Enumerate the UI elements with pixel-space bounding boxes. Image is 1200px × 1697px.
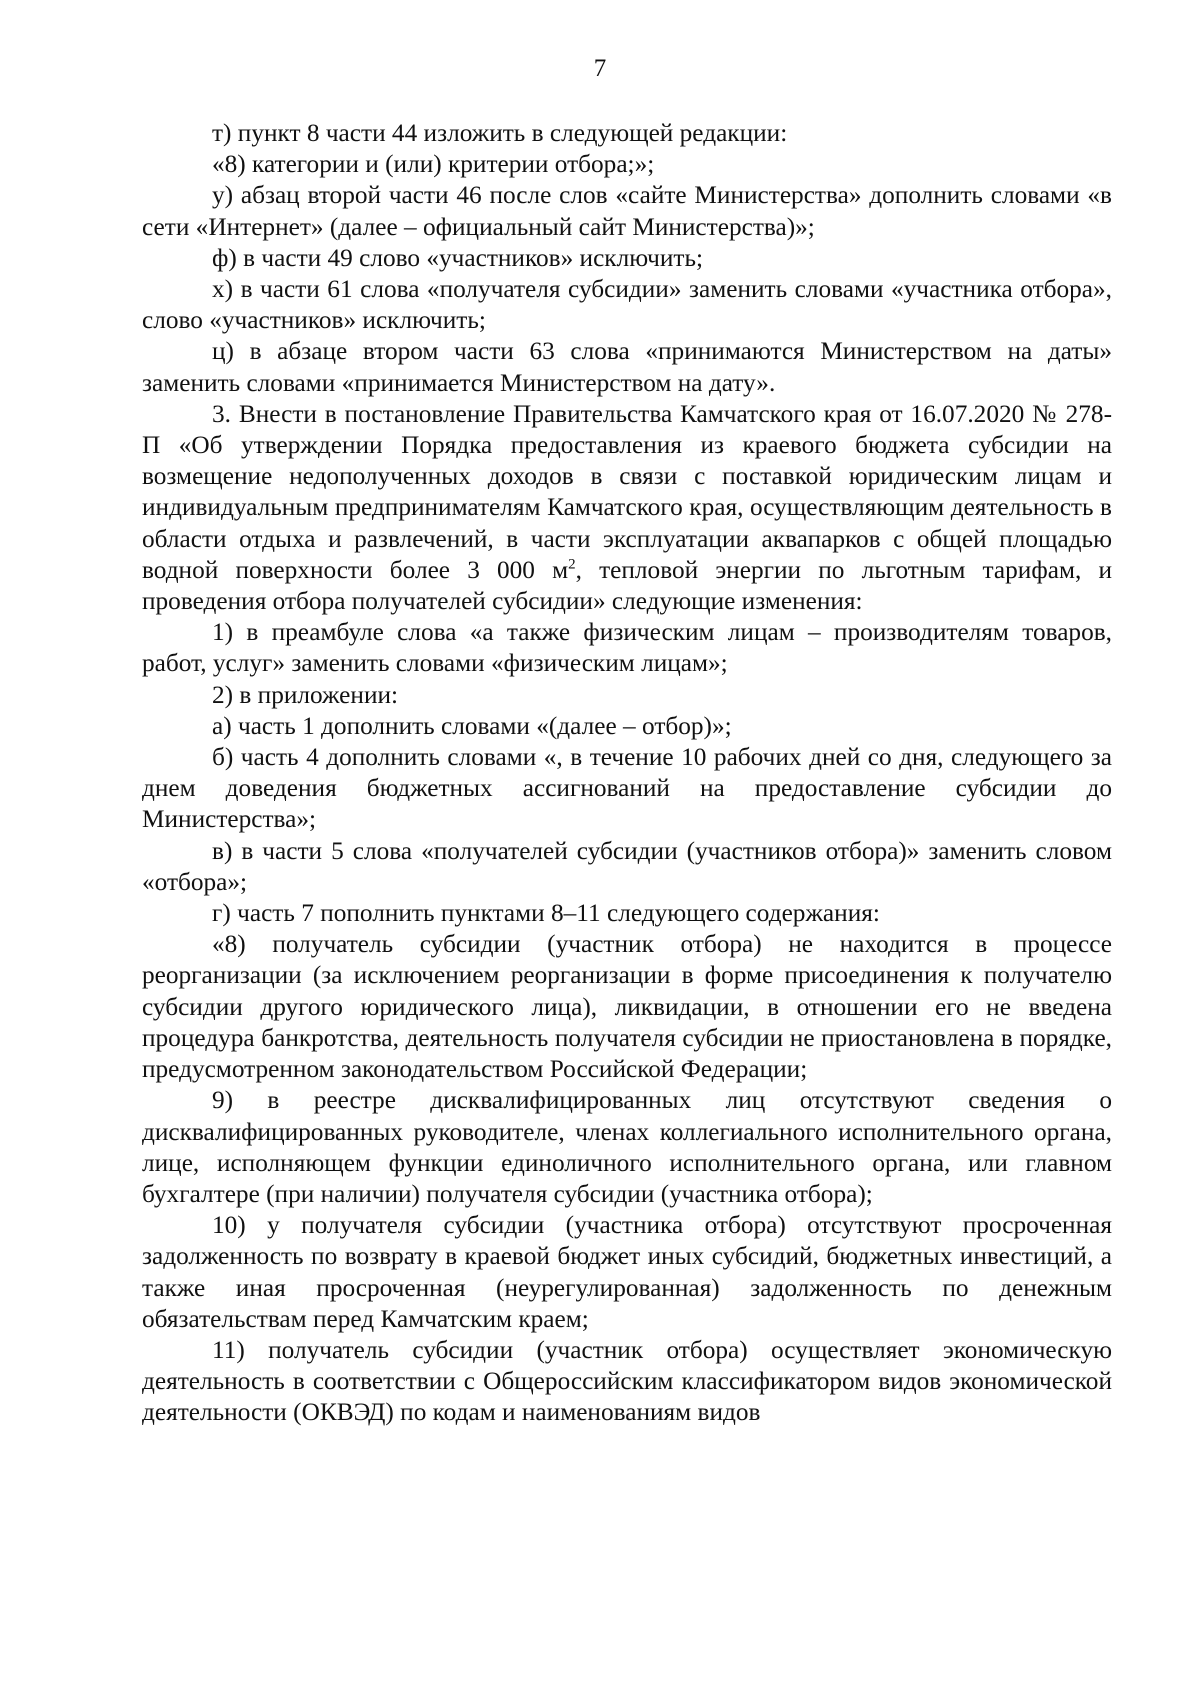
paragraph-3-text: 3. Внести в постановление Правительства Камчатского края от 16.07.2020 № 278-П «Об утверждении Порядка предоставления из краевого бюджета субсидии на возмещение недополученных доходов в связи с поставкой юридическим лицам и индивидуальным предпринимателям Камчатского края, осуществляющим деятельность в области отдыха и развлечений, в части эксплуатации аквапарков с общей площадью водной поверхности более 3 000 м bbox=[142, 399, 1112, 584]
paragraph-item-8: «8) получатель субсидии (участник отбора) не находится в процессе реорганизации (за исключением реорганизации в форме присоединения к получателю субсидии другого юридического лица), ликвидации, в отношении его не введена процедура банкротства, деятельность получателя субсидии не приостановлена в порядке, предусмотренном законодательством Российской Федерации; bbox=[142, 930, 1112, 1084]
paragraph-2-appendix: 2) в приложении: bbox=[212, 680, 399, 709]
page-number: 7 bbox=[593, 55, 607, 82]
paragraph-h: х) в части 61 слова «получателя субсидии» заменить словами «участника отбора», слово «участников» исключить; bbox=[142, 275, 1112, 335]
paragraph-b: б) часть 4 дополнить словами «, в течение 10 рабочих дней со дня, следующего за днем доведения бюджетных ассигнований на предоставление субсидии до Министерства»; bbox=[142, 743, 1112, 834]
paragraph-t: т) пункт 8 части 44 изложить в следующей редакции: bbox=[212, 119, 788, 147]
paragraph-g: г) часть 7 пополнить пунктами 8–11 следующего содержания: bbox=[212, 899, 880, 928]
paragraph-item-10: 10) у получателя субсидии (участника отбора) отсутствуют просроченная задолженность по возврату в краевой бюджет иных субсидий, бюджетных инвестиций, а также иная просроченная (неурегулированная) задолженность по денежным обязательствам перед Камчатским краем; bbox=[142, 1211, 1112, 1333]
paragraph-item-9: 9) в реестре дисквалифицированных лиц отсутствуют сведения о дисквалифицированных руководителе, членах коллегиального исполнительного органа, лице, исполняющем функции единоличного исполнительного органа, или главном бухгалтере (при наличии) получателя субсидии (участника отбора); bbox=[142, 1086, 1112, 1208]
document-body bbox=[142, 118, 1112, 1429]
paragraph-u: у) абзац второй части 46 после слов «сайте Министерства» дополнить словами «в сети «Интернет» (далее – официальный сайт Министерства)»; bbox=[142, 181, 1112, 241]
paragraph-t-quote: «8) категории и (или) критерии отбора;»; bbox=[212, 150, 655, 179]
paragraph-a: а) часть 1 дополнить словами «(далее – отбор)»; bbox=[212, 711, 732, 740]
paragraph-v: в) в части 5 слова «получателей субсидии (участников отбора)» заменить словом «отбора»; bbox=[142, 836, 1112, 896]
paragraph-3 bbox=[142, 399, 1112, 617]
paragraph-ts: ц) в абзаце втором части 63 слова «принимаются Министерством на даты» заменить словами «принимается Министерством на дату». bbox=[142, 337, 1112, 397]
superscript-2: 2 bbox=[568, 556, 576, 573]
paragraph-3-tail: , тепловой энергии по льготным тарифам, и проведения отбора получателей субсидии» следующие изменения: bbox=[142, 555, 1112, 616]
paragraph-f: ф) в части 49 слово «участников» исключить; bbox=[212, 243, 704, 272]
paragraph-item-11: 11) получатель субсидии (участник отбора) осуществляет экономическую деятельность в соответствии с Общероссийским классификатором видов экономической деятельности (ОКВЭД) по кодам и наименованиям видов bbox=[142, 1335, 1112, 1427]
paragraph-1-preamble: 1) в преамбуле слова «а также физическим лицам – производителям товаров, работ, услуг» заменить словами «физическим лицам»; bbox=[142, 618, 1112, 678]
